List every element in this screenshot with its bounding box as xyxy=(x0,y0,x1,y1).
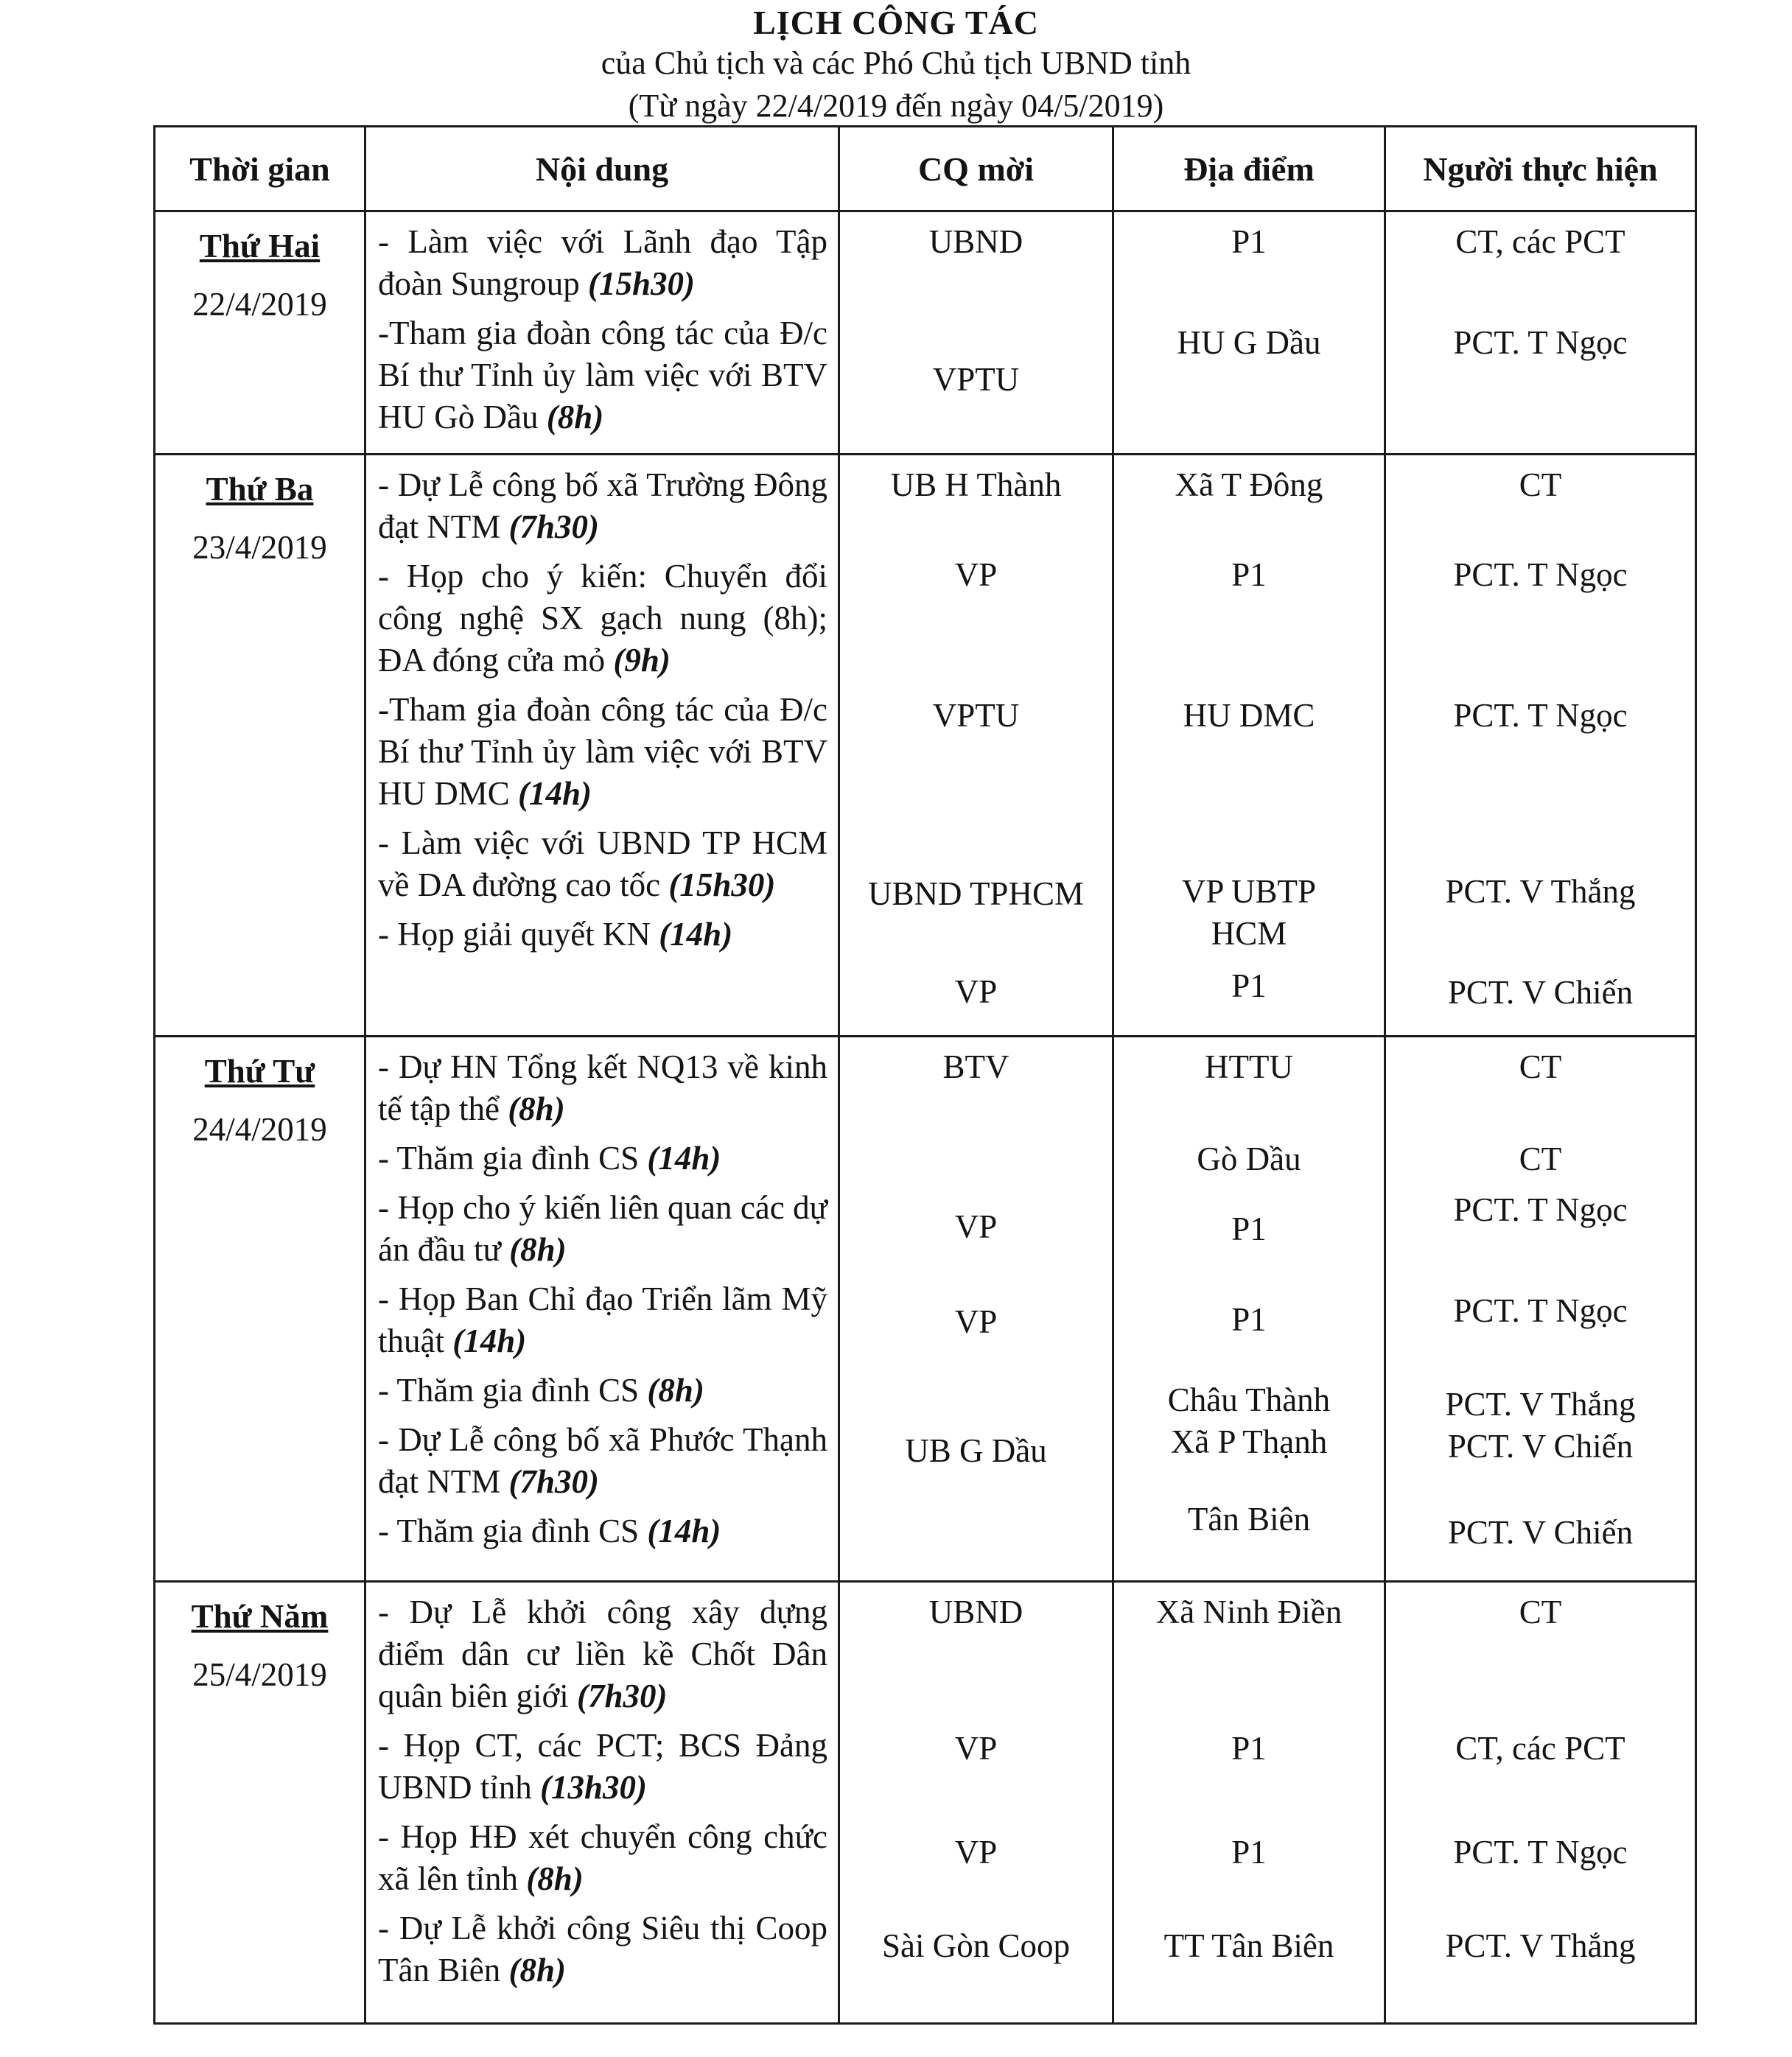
person-value: PCT. T Ngọc xyxy=(1453,324,1628,361)
agency-value: VP xyxy=(954,1303,998,1340)
location-value: P1 xyxy=(1231,1210,1267,1247)
person-value: CT xyxy=(1519,466,1562,503)
date-range: (Từ ngày 22/4/2019 đến ngày 04/5/2019) xyxy=(628,88,1164,124)
table-row xyxy=(155,455,1696,1037)
person-value: CT xyxy=(1519,1140,1562,1177)
list-item: - Họp giải quyết KN (14h) xyxy=(378,916,733,953)
list-item: - Dự HN Tổng kết NQ13 về kinh tế tập thể (8h) xyxy=(378,1048,827,1127)
content-cell xyxy=(365,211,839,455)
schedule-table xyxy=(153,125,1697,2025)
person-value: CT xyxy=(1519,1594,1562,1630)
content-cell xyxy=(365,1582,839,2024)
day-cell xyxy=(155,1582,365,2024)
list-item: - Dự Lễ công bố xã Phước Thạnh đạt NTM (7h30) xyxy=(378,1421,827,1500)
location-cell xyxy=(1113,211,1385,455)
agency-cell xyxy=(839,211,1113,455)
day-name: Thứ Năm xyxy=(191,1598,329,1635)
person-cell xyxy=(1385,211,1696,455)
agency-value: UBND xyxy=(928,223,1023,260)
list-item: -Tham gia đoàn công tác của Đ/c Bí thư Tỉnh ủy làm việc với BTV HU DMC (14h) xyxy=(378,691,827,812)
agency-value: VPTU xyxy=(932,361,1020,398)
table-row xyxy=(155,1582,1696,2024)
header-agency: CQ mời xyxy=(839,127,1113,211)
agency-value: UB H Thành xyxy=(890,466,1062,503)
person-value: CT, các PCT xyxy=(1455,223,1625,260)
list-item: - Thăm gia đình CS (8h) xyxy=(378,1372,704,1409)
person-value: PCT. V Chiến xyxy=(1447,974,1634,1011)
header-location: Địa điểm xyxy=(1113,127,1385,211)
person-value: CT xyxy=(1519,1048,1562,1085)
day-cell xyxy=(155,455,365,1037)
person-value: PCT. V Thắng xyxy=(1445,873,1636,910)
list-item: -Tham gia đoàn công tác của Đ/c Bí thư Tỉnh ủy làm việc với BTV HU Gò Dầu (8h) xyxy=(378,315,827,435)
person-cell xyxy=(1385,1037,1696,1582)
agency-value: VP xyxy=(954,1730,998,1767)
agency-cell xyxy=(839,1037,1113,1582)
person-value: PCT. T Ngọc xyxy=(1453,697,1628,734)
person-cell xyxy=(1385,1582,1696,2024)
location-cell xyxy=(1113,455,1385,1037)
day-name: Thứ Ba xyxy=(206,471,314,508)
list-item: - Họp HĐ xét chuyển công chức xã lên tỉnh (8h) xyxy=(378,1818,827,1897)
header-person: Người thực hiện xyxy=(1385,127,1696,211)
agency-value: VP xyxy=(954,1834,998,1871)
list-item: - Làm việc với Lãnh đạo Tập đoàn Sungroup (15h30) xyxy=(378,223,827,302)
person-value: PCT. V Thắng xyxy=(1445,1927,1636,1964)
day-date: 23/4/2019 xyxy=(192,529,327,566)
day-date: 22/4/2019 xyxy=(192,286,327,323)
list-item: - Thăm gia đình CS (14h) xyxy=(378,1140,721,1177)
day-date: 25/4/2019 xyxy=(192,1656,327,1693)
location-value: HU DMC xyxy=(1183,697,1315,734)
person-value: PCT. V Thắng xyxy=(1445,1386,1636,1423)
person-value: PCT. T Ngọc xyxy=(1453,556,1628,593)
day-name: Thứ Tư xyxy=(204,1053,315,1090)
agency-value: VP xyxy=(954,1208,998,1245)
person-value: PCT. T Ngọc xyxy=(1453,1191,1628,1228)
location-value: TT Tân Biên xyxy=(1163,1927,1334,1964)
header-time: Thời gian xyxy=(155,127,365,211)
agency-value: UBND xyxy=(928,1594,1023,1630)
agency-value: Sài Gòn Coop xyxy=(881,1927,1070,1964)
table-header-row xyxy=(155,127,1696,211)
list-item: - Họp Ban Chỉ đạo Triển lãm Mỹ thuật (14h) xyxy=(378,1280,827,1359)
location-value: Tân Biên xyxy=(1187,1501,1311,1538)
person-value: PCT. V Chiến xyxy=(1447,1428,1634,1465)
content-cell xyxy=(365,455,839,1037)
location-value: HU G Dầu xyxy=(1177,324,1321,361)
day-name: Thứ Hai xyxy=(199,228,321,264)
location-value: P1 xyxy=(1231,1834,1267,1871)
agency-cell xyxy=(839,455,1113,1037)
location-value: Xã T Đông xyxy=(1175,466,1323,503)
location-value: Xã Ninh Điền xyxy=(1155,1594,1343,1630)
person-value: PCT. T Ngọc xyxy=(1453,1834,1628,1871)
agency-value: VP xyxy=(954,973,998,1010)
person-value: PCT. V Chiến xyxy=(1447,1514,1634,1551)
list-item: - Họp CT, các PCT; BCS Đảng UBND tỉnh (13h30) xyxy=(378,1727,827,1806)
location-value: P1 xyxy=(1231,967,1267,1004)
agency-value: BTV xyxy=(942,1048,1009,1085)
location-value: Xã P Thạnh xyxy=(1170,1423,1328,1460)
person-value: PCT. T Ngọc xyxy=(1453,1292,1628,1329)
content-cell xyxy=(365,1037,839,1582)
location-value: P1 xyxy=(1231,556,1267,593)
list-item: - Làm việc với UBND TP HCM về DA đường cao tốc (15h30) xyxy=(378,824,827,903)
list-item: - Thăm gia đình CS (14h) xyxy=(378,1513,721,1549)
day-cell xyxy=(155,211,365,455)
agency-value: UB G Dầu xyxy=(905,1432,1047,1469)
location-value: P1 xyxy=(1231,1301,1267,1338)
location-value: P1 xyxy=(1231,1730,1267,1767)
agency-value: VP xyxy=(954,556,998,593)
page-subtitle: của Chủ tịch và các Phó Chủ tịch UBND tỉnh xyxy=(601,45,1191,81)
location-value: P1 xyxy=(1231,223,1267,260)
location-value: Châu Thành xyxy=(1167,1381,1331,1418)
agency-cell xyxy=(839,1582,1113,2024)
page-title: LỊCH CÔNG TÁC xyxy=(753,4,1039,41)
location-value: HTTU xyxy=(1205,1048,1293,1085)
agency-value: VPTU xyxy=(932,697,1020,734)
list-item: - Dự Lễ khởi công xây dựng điểm dân cư liền kề Chốt Dân quân biên giới (7h30) xyxy=(378,1594,827,1714)
person-value: CT, các PCT xyxy=(1455,1730,1625,1767)
agency-value: UBND TPHCM xyxy=(868,875,1084,912)
location-cell xyxy=(1113,1037,1385,1582)
table-row xyxy=(155,211,1696,455)
list-item: - Dự Lễ công bố xã Trường Đông đạt NTM (7h30) xyxy=(378,466,827,545)
location-value: Gò Dầu xyxy=(1197,1140,1301,1177)
list-item: - Họp cho ý kiến liên quan các dự án đầu tư (8h) xyxy=(378,1189,827,1268)
day-cell xyxy=(155,1037,365,1582)
list-item: - Dự Lễ khởi công Siêu thị Coop Tân Biên (8h) xyxy=(378,1910,827,1988)
location-value: VP UBTP HCM xyxy=(1181,873,1317,952)
location-cell xyxy=(1113,1582,1385,2024)
list-item: - Họp cho ý kiến: Chuyển đổi công nghệ SX gạch nung (8h); ĐA đóng cửa mỏ (9h) xyxy=(378,558,827,679)
table-row xyxy=(155,1037,1696,1582)
header-content: Nội dung xyxy=(365,127,839,211)
day-date: 24/4/2019 xyxy=(192,1111,327,1148)
person-cell xyxy=(1385,455,1696,1037)
